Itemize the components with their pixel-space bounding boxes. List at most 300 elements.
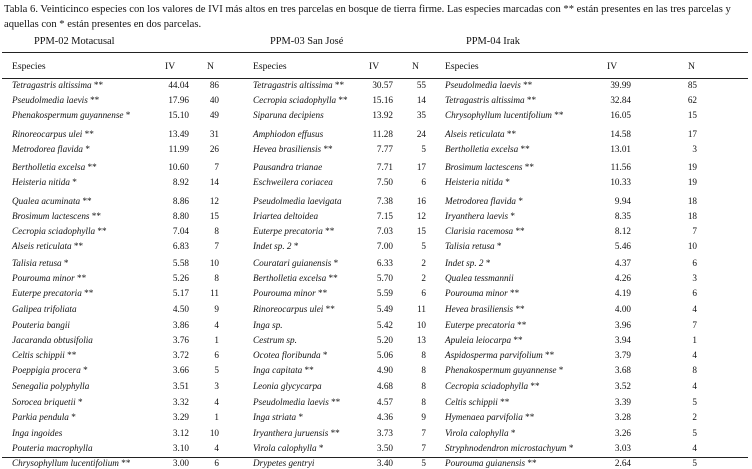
- iv-value: 9.94: [614, 196, 631, 206]
- species-name: Inga ingoides: [12, 428, 63, 438]
- species-cell: [253, 412, 303, 423]
- species-cell: [253, 428, 340, 439]
- species-name: Qualea acuminata: [12, 196, 81, 206]
- species-cell: [445, 397, 509, 408]
- species-name: Qualea tessmannii: [445, 273, 514, 283]
- species-name: Phenakospermum guyannense: [12, 110, 124, 120]
- n-value: 6: [421, 177, 426, 187]
- header-bottom-rule: [2, 78, 748, 79]
- species-name: Rinoreocarpus ulei: [12, 129, 83, 139]
- species-name: Parkia pendula: [12, 412, 69, 422]
- presence-marker: **: [514, 320, 527, 330]
- species-cell: [12, 412, 76, 423]
- species-cell: [12, 95, 99, 106]
- header-species-1: Especies: [12, 61, 46, 72]
- species-name: Tetragastris altissima: [253, 80, 333, 90]
- n-value: 15: [687, 110, 697, 120]
- species-name: Pseudolmedia laevis: [12, 95, 88, 105]
- iv-value: 10.60: [168, 162, 189, 172]
- species-name: Indet sp. 2: [445, 258, 484, 268]
- iv-value: 3.72: [172, 350, 189, 360]
- iv-value: 7.71: [376, 162, 393, 172]
- presence-marker: **: [513, 226, 525, 236]
- iv-value: 4.00: [614, 304, 631, 314]
- presence-marker: *: [291, 241, 299, 251]
- iv-value: 7.03: [376, 226, 393, 236]
- presence-marker: *: [516, 196, 523, 206]
- n-value: 16: [416, 196, 426, 206]
- presence-marker: **: [91, 80, 104, 90]
- species-cell: [253, 350, 328, 361]
- species-cell: [445, 95, 536, 106]
- n-value: 8: [421, 365, 426, 375]
- n-value: 13: [416, 335, 426, 345]
- iv-value: 3.76: [172, 335, 189, 345]
- species-name: Phenakospermum guyannense: [445, 365, 557, 375]
- species-name: Brosimum lactescens: [445, 162, 523, 172]
- presence-marker: **: [118, 458, 131, 468]
- species-name: Clarisia racemosa: [445, 226, 514, 236]
- species-name: Iryanthera juruensis: [253, 428, 329, 438]
- iv-value: 11.56: [610, 162, 631, 172]
- iv-value: 11.28: [372, 129, 393, 139]
- species-cell: [445, 177, 510, 188]
- iv-value: 3.52: [614, 381, 631, 391]
- parcel-title-ppm04: PPM-04 Irak: [466, 36, 520, 47]
- presence-marker: **: [522, 412, 535, 422]
- species-cell: [445, 304, 525, 315]
- species-cell: [12, 304, 77, 315]
- n-value: 12: [209, 196, 219, 206]
- iv-value: 14.58: [610, 129, 631, 139]
- presence-marker: *: [316, 443, 324, 453]
- n-value: 7: [421, 443, 426, 453]
- n-value: 10: [209, 258, 219, 268]
- n-value: 6: [692, 258, 697, 268]
- species-name: Apuleia leiocarpa: [445, 335, 512, 345]
- presence-marker: **: [507, 288, 520, 298]
- species-cell: [445, 211, 515, 222]
- species-cell: [12, 335, 93, 346]
- species-name: Pseudolmedia laevigata: [253, 196, 342, 206]
- iv-value: 7.77: [376, 144, 393, 154]
- header-iv-1: IV: [165, 61, 176, 72]
- species-name: Inga sp.: [253, 320, 283, 330]
- species-cell: [12, 288, 93, 299]
- n-value: 15: [416, 226, 426, 236]
- n-value: 40: [209, 95, 219, 105]
- presence-marker: **: [82, 129, 94, 139]
- species-name: Pouteria bangii: [12, 320, 70, 330]
- species-cell: [253, 320, 283, 331]
- presence-marker: **: [64, 350, 77, 360]
- iv-value: 16.05: [610, 110, 631, 120]
- species-name: Cestrum sp.: [253, 335, 297, 345]
- iv-value: 3.00: [172, 458, 189, 468]
- species-cell: [253, 196, 342, 207]
- species-name: Hymenaea parvifolia: [445, 412, 523, 422]
- n-value: 5: [421, 241, 426, 251]
- species-cell: [12, 350, 76, 361]
- iv-value: 13.92: [372, 110, 393, 120]
- species-name: Celtis schippii: [12, 350, 65, 360]
- n-value: 5: [214, 365, 219, 375]
- species-cell: [445, 288, 519, 299]
- species-cell: [445, 320, 526, 331]
- iv-value: 3.32: [172, 397, 189, 407]
- species-name: Tetragastris altissima: [445, 95, 525, 105]
- iv-value: 3.51: [172, 381, 189, 391]
- n-value: 17: [687, 129, 697, 139]
- iv-value: 10.33: [610, 177, 631, 187]
- n-value: 3: [692, 144, 697, 154]
- species-name: Rinoreocarpus ulei: [253, 304, 324, 314]
- species-name: Ocotea floribunda: [253, 350, 321, 360]
- n-value: 11: [417, 304, 426, 314]
- presence-marker: **: [525, 458, 537, 468]
- iv-value: 3.79: [614, 350, 631, 360]
- presence-marker: **: [322, 226, 335, 236]
- iv-value: 7.04: [172, 226, 189, 236]
- iv-value: 8.86: [172, 196, 189, 206]
- species-cell: [253, 129, 323, 140]
- presence-marker: **: [321, 144, 333, 154]
- species-name: Sorocea briquetii: [12, 397, 76, 407]
- species-name: Heisteria nitida: [12, 177, 70, 187]
- species-name: Brosimum lactescens: [12, 211, 90, 221]
- n-value: 14: [209, 177, 219, 187]
- iv-value: 30.57: [372, 80, 393, 90]
- n-value: 1: [214, 412, 219, 422]
- species-name: Iriartea deltoidea: [253, 211, 319, 221]
- iv-value: 3.39: [614, 397, 631, 407]
- n-value: 2: [692, 412, 697, 422]
- species-cell: [12, 226, 107, 237]
- species-name: Inga capitata: [253, 365, 303, 375]
- species-cell: [253, 443, 323, 454]
- species-cell: [12, 129, 94, 140]
- presence-marker: **: [71, 241, 84, 251]
- iv-value: 11.99: [168, 144, 189, 154]
- species-name: Couratari guianensis: [253, 258, 332, 268]
- species-name: Siparuna decipiens: [253, 110, 324, 120]
- species-name: Euterpe precatoria: [12, 288, 82, 298]
- species-name: Metrodorea flavida: [445, 196, 517, 206]
- species-name: Poeppigia procera: [12, 365, 81, 375]
- n-value: 17: [416, 162, 426, 172]
- iv-value: 3.29: [172, 412, 189, 422]
- n-value: 24: [416, 129, 426, 139]
- species-name: Cecropia sciadophylla: [12, 226, 96, 236]
- iv-value: 5.46: [614, 241, 631, 251]
- n-value: 6: [214, 458, 219, 468]
- species-cell: [445, 365, 563, 376]
- header-iv-3: IV: [607, 61, 618, 72]
- n-value: 15: [209, 211, 219, 221]
- species-name: Heisteria nitida: [445, 177, 503, 187]
- iv-value: 39.99: [610, 80, 631, 90]
- n-value: 8: [421, 381, 426, 391]
- species-name: Pseudolmedia laevis: [445, 80, 521, 90]
- presence-marker: **: [89, 211, 101, 221]
- iv-value: 3.50: [376, 443, 393, 453]
- species-cell: [253, 397, 340, 408]
- species-name: Amphiodon effusus: [253, 129, 324, 139]
- species-name: Leonia glycycarpa: [253, 381, 322, 391]
- iv-value: 5.20: [376, 335, 393, 345]
- species-cell: [12, 258, 69, 269]
- presence-marker: *: [75, 397, 83, 407]
- species-cell: [12, 144, 90, 155]
- iv-value: 5.42: [376, 320, 393, 330]
- n-value: 7: [692, 320, 697, 330]
- presence-marker: *: [68, 412, 76, 422]
- iv-value: 8.80: [172, 211, 189, 221]
- species-name: Drypetes gentryi: [253, 458, 315, 468]
- iv-value: 7.15: [376, 211, 393, 221]
- iv-value: 5.26: [172, 273, 189, 283]
- n-value: 4: [214, 320, 219, 330]
- n-value: 19: [687, 162, 697, 172]
- iv-value: 7.50: [376, 177, 393, 187]
- n-value: 5: [692, 458, 697, 468]
- iv-value: 6.33: [376, 258, 393, 268]
- species-cell: [445, 196, 523, 207]
- n-value: 7: [421, 428, 426, 438]
- n-value: 4: [692, 443, 697, 453]
- species-name: Cecropia sciadophylla: [445, 381, 529, 391]
- species-cell: [445, 226, 525, 237]
- species-cell: [253, 365, 314, 376]
- presence-marker: *: [483, 258, 491, 268]
- iv-value: 32.84: [610, 95, 631, 105]
- species-name: Chrysophyllum lucentifolium: [445, 110, 552, 120]
- species-cell: [12, 241, 83, 252]
- presence-marker: **: [315, 288, 328, 298]
- presence-marker: **: [328, 428, 340, 438]
- n-value: 5: [421, 458, 426, 468]
- presence-marker: **: [518, 144, 530, 154]
- header-species-3: Especies: [445, 61, 479, 72]
- species-name: Pourouma minor: [12, 273, 75, 283]
- n-value: 18: [687, 196, 697, 206]
- species-cell: [445, 412, 534, 423]
- n-value: 4: [214, 397, 219, 407]
- species-cell: [253, 211, 318, 222]
- presence-marker: **: [81, 288, 94, 298]
- n-value: 31: [209, 129, 219, 139]
- species-name: Cecropia sciadophylla: [253, 95, 337, 105]
- species-name: Indet sp. 2: [253, 241, 292, 251]
- presence-marker: *: [494, 241, 502, 251]
- parcel-title-ppm02: PPM-02 Motacusal: [34, 36, 115, 47]
- n-value: 9: [421, 412, 426, 422]
- presence-marker: **: [511, 335, 523, 345]
- iv-value: 6.83: [172, 241, 189, 251]
- presence-marker: **: [326, 273, 338, 283]
- iv-value: 8.12: [614, 226, 631, 236]
- presence-marker: *: [80, 365, 88, 375]
- iv-value: 44.04: [168, 80, 189, 90]
- iv-value: 4.50: [172, 304, 189, 314]
- species-cell: [12, 443, 93, 454]
- iv-value: 15.16: [372, 95, 393, 105]
- iv-value: 3.73: [376, 428, 393, 438]
- n-value: 4: [214, 443, 219, 453]
- n-value: 10: [687, 241, 697, 251]
- species-name: Pseudolmedia laevis: [253, 397, 329, 407]
- iv-value: 8.35: [614, 211, 631, 221]
- species-name: Pausandra trianae: [253, 162, 323, 172]
- iv-value: 3.28: [614, 412, 631, 422]
- n-value: 9: [214, 304, 219, 314]
- species-cell: [445, 162, 534, 173]
- species-cell: [253, 335, 297, 346]
- species-name: Senegalia polyphylla: [12, 381, 90, 391]
- header-species-2: Especies: [253, 61, 287, 72]
- species-name: Bertholletia excelsa: [445, 144, 519, 154]
- n-value: 49: [209, 110, 219, 120]
- iv-value: 4.36: [376, 412, 393, 422]
- presence-marker: **: [85, 162, 97, 172]
- presence-marker: **: [542, 350, 555, 360]
- species-cell: [445, 258, 490, 269]
- table-caption: Tabla 6. Veinticinco especies con los valores de IVI más altos en tres parcelas en bosque de tierra firme. Las especies marcadas con ** están presentes en las tres parcelas y aquellas con * están presentes en dos parcelas.: [4, 4, 731, 30]
- n-value: 85: [687, 80, 697, 90]
- n-value: 4: [692, 304, 697, 314]
- species-cell: [253, 304, 335, 315]
- presence-marker: **: [302, 365, 314, 375]
- n-value: 5: [692, 397, 697, 407]
- presence-marker: **: [95, 226, 107, 236]
- species-cell: [445, 428, 515, 439]
- species-cell: [12, 196, 92, 207]
- species-cell: [445, 273, 514, 284]
- species-name: Euterpe precatoria: [253, 226, 323, 236]
- iv-value: 13.49: [168, 129, 189, 139]
- iv-value: 3.10: [172, 443, 189, 453]
- iv-value: 5.70: [376, 273, 393, 283]
- iv-value: 4.37: [614, 258, 631, 268]
- presence-marker: **: [74, 273, 87, 283]
- presence-marker: *: [123, 110, 131, 120]
- n-value: 4: [692, 350, 697, 360]
- species-cell: [253, 144, 333, 155]
- n-value: 14: [416, 95, 426, 105]
- presence-marker: *: [69, 177, 77, 187]
- species-name: Aspidosperma parvifolium: [445, 350, 543, 360]
- species-name: Euterpe precatoria: [445, 320, 515, 330]
- presence-marker: *: [508, 428, 516, 438]
- header-n-2: N: [412, 61, 419, 72]
- species-name: Galipea trifoliata: [12, 304, 77, 314]
- species-name: Bertholletia excelsa: [12, 162, 86, 172]
- species-cell: [445, 110, 563, 121]
- iv-value: 4.90: [376, 365, 393, 375]
- species-name: Hevea brasiliensis: [253, 144, 322, 154]
- n-value: 1: [214, 335, 219, 345]
- species-cell: [253, 110, 324, 121]
- presence-marker: *: [502, 177, 510, 187]
- presence-marker: **: [336, 95, 348, 105]
- species-cell: [253, 177, 333, 188]
- species-cell: [445, 381, 540, 392]
- presence-marker: **: [513, 304, 525, 314]
- iv-value: 8.92: [172, 177, 189, 187]
- species-cell: [253, 288, 327, 299]
- n-value: 6: [421, 288, 426, 298]
- n-value: 12: [416, 211, 426, 221]
- n-value: 2: [421, 258, 426, 268]
- n-value: 2: [421, 273, 426, 283]
- n-value: 8: [214, 226, 219, 236]
- species-cell: [253, 273, 338, 284]
- species-name: Pourouma minor: [445, 288, 508, 298]
- species-cell: [12, 381, 89, 392]
- presence-marker: **: [323, 304, 335, 314]
- iv-value: 5.17: [172, 288, 189, 298]
- n-value: 62: [687, 95, 697, 105]
- presence-marker: *: [566, 443, 574, 453]
- species-name: Inga striata: [253, 412, 297, 422]
- n-value: 11: [210, 288, 219, 298]
- n-value: 8: [421, 350, 426, 360]
- species-cell: [12, 110, 130, 121]
- iv-value: 3.96: [614, 320, 631, 330]
- species-name: Tetragastris altissima: [12, 80, 92, 90]
- species-name: Virola calophylla: [445, 428, 509, 438]
- n-value: 86: [209, 80, 219, 90]
- presence-marker: **: [80, 196, 92, 206]
- iv-value: 3.94: [614, 335, 631, 345]
- species-cell: [12, 80, 103, 91]
- iv-value: 7.00: [376, 241, 393, 251]
- presence-marker: **: [328, 397, 341, 407]
- n-value: 5: [421, 144, 426, 154]
- header-n-3: N: [688, 61, 695, 72]
- species-cell: [253, 226, 334, 237]
- presence-marker: **: [497, 397, 510, 407]
- parcel-title-ppm03: PPM-03 San José: [270, 36, 344, 47]
- n-value: 19: [687, 177, 697, 187]
- species-name: Stryphnodendron microstachyum: [445, 443, 567, 453]
- species-cell: [253, 241, 298, 252]
- presence-marker: **: [522, 162, 534, 172]
- species-cell: [253, 162, 322, 173]
- header-iv-2: IV: [369, 61, 380, 72]
- iv-value: 5.06: [376, 350, 393, 360]
- species-name: Pouteria macrophylla: [12, 443, 93, 453]
- presence-marker: *: [320, 350, 328, 360]
- n-value: 7: [214, 241, 219, 251]
- iv-value: 4.26: [614, 273, 631, 283]
- species-cell: [12, 320, 70, 331]
- species-name: Pourouma guianensis: [445, 458, 526, 468]
- species-cell: [12, 177, 77, 188]
- species-name: Bertholletia excelsa: [253, 273, 327, 283]
- iv-value: 4.68: [376, 381, 393, 391]
- header-n-1: N: [207, 61, 214, 72]
- iv-value: 3.40: [376, 458, 393, 468]
- species-name: Celtis schippii: [445, 397, 498, 407]
- species-name: Hevea brasiliensis: [445, 304, 514, 314]
- iv-value: 3.86: [172, 320, 189, 330]
- n-value: 55: [416, 80, 426, 90]
- presence-marker: **: [524, 95, 537, 105]
- species-name: Metrodorea flavida: [12, 144, 84, 154]
- species-cell: [445, 129, 516, 140]
- n-value: 35: [416, 110, 426, 120]
